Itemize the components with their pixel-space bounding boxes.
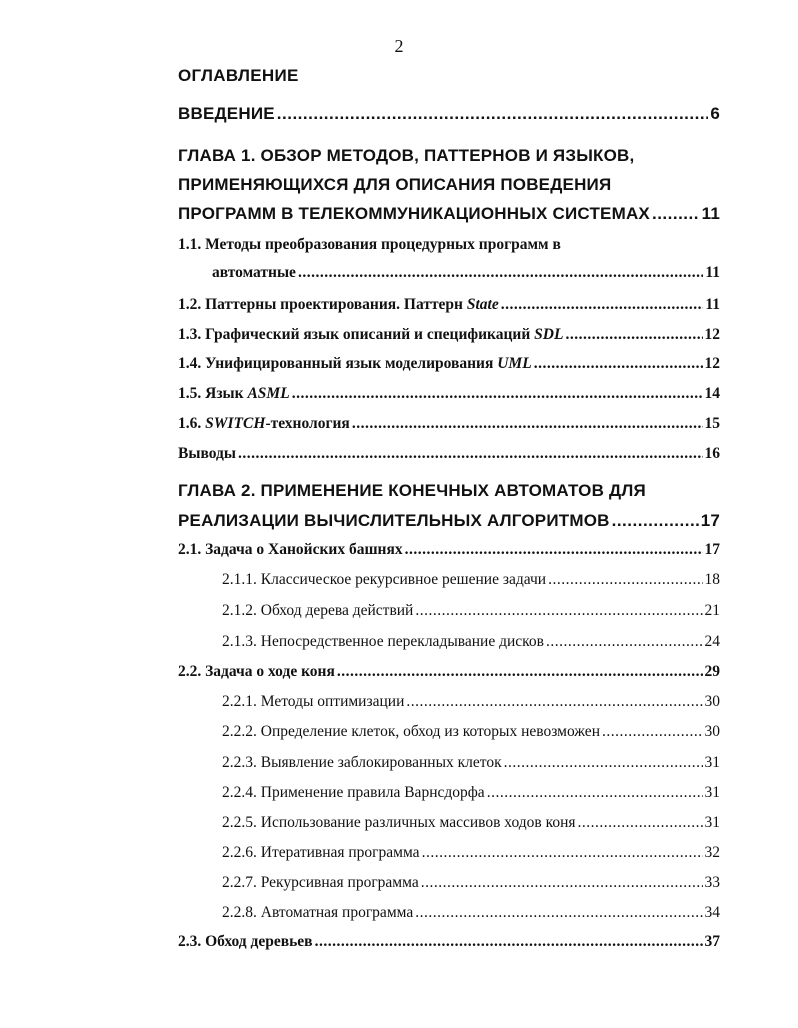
- entry-label: 2.2.5. Использование различных массивов ходов коня: [222, 814, 576, 831]
- toc-entry-2-2-7[interactable]: [222, 874, 720, 892]
- entry-label: 2.1.2. Обход дерева действий: [222, 602, 414, 619]
- chapter1-title-line2[interactable]: ПРИМЕНЯЮЩИХСЯ ДЛЯ ОПИСАНИЯ ПОВЕДЕНИЯ: [178, 175, 612, 194]
- entry-page: 33: [704, 874, 720, 891]
- toc-entry-2-2-8[interactable]: [222, 904, 720, 922]
- entry-label: 1.4. Унифицированный язык моделирования UML: [178, 355, 532, 372]
- entry-label: 1.6. SWITCH-технология: [178, 415, 350, 432]
- entry-label: 2.2. Задача о ходе коня: [178, 663, 335, 680]
- leader-dots: [487, 784, 703, 802]
- toc-entry-1-6[interactable]: [178, 415, 720, 433]
- entry-page: 31: [704, 784, 720, 801]
- toc-entry-2-2[interactable]: [178, 663, 720, 681]
- entry-label: 2.1. Задача о Ханойских башнях: [178, 541, 403, 558]
- leader-dots: [415, 602, 702, 620]
- entry-label: 1.3. Графический язык описаний и спецификаций SDL: [178, 326, 564, 343]
- leader-dots: [422, 844, 703, 862]
- leader-dots: [534, 355, 703, 373]
- entry-page: 30: [704, 723, 720, 740]
- entry-page: 15: [704, 415, 720, 432]
- entry-page: 24: [704, 633, 720, 650]
- leader-dots: [548, 571, 702, 589]
- entry-page: 21: [704, 602, 720, 619]
- entry-label: 2.3. Обход деревьев: [178, 933, 313, 950]
- entry-label: ПРОГРАММ В ТЕЛЕКОММУНИКАЦИОННЫХ СИСТЕМАХ: [178, 204, 650, 223]
- leader-dots: [421, 874, 703, 892]
- entry-label: 2.2.7. Рекурсивная программа: [222, 874, 419, 891]
- leader-dots: [504, 754, 703, 772]
- toc-entry-conclusions[interactable]: [178, 445, 720, 463]
- leader-dots: [602, 723, 703, 741]
- entry-page: 30: [704, 693, 720, 710]
- toc-entry-intro[interactable]: [178, 104, 720, 124]
- entry-label: РЕАЛИЗАЦИИ ВЫЧИСЛИТЕЛЬНЫХ АЛГОРИТМОВ: [178, 511, 610, 530]
- toc-entry-2-2-2[interactable]: [222, 723, 720, 741]
- toc-entry-2-2-5[interactable]: [222, 814, 720, 832]
- toc-entry-2-1-2[interactable]: [222, 602, 720, 620]
- leader-dots: [546, 633, 703, 651]
- chapter2-title-line1[interactable]: ГЛАВА 2. ПРИМЕНЕНИЕ КОНЕЧНЫХ АВТОМАТОВ ДЛЯ: [178, 481, 646, 500]
- entry-label: автоматные: [212, 264, 296, 281]
- toc-entry-2-2-3[interactable]: [222, 754, 720, 772]
- entry-label: 2.2.6. Итеративная программа: [222, 844, 420, 861]
- leader-dots: [352, 415, 703, 433]
- entry-label: Выводы: [178, 445, 236, 462]
- leader-dots: [652, 204, 700, 224]
- toc-entry-2-2-4[interactable]: [222, 784, 720, 802]
- toc-entry-2-1-1[interactable]: [222, 571, 720, 589]
- entry-label: 1.2. Паттерны проектирования. Паттерн State: [178, 296, 499, 313]
- leader-dots: [501, 296, 704, 314]
- toc-entry-1-5[interactable]: [178, 385, 720, 403]
- toc-entry-chapter1[interactable]: [178, 204, 720, 224]
- toc-entry-2-3[interactable]: [178, 933, 720, 951]
- entry-page: 11: [701, 204, 720, 223]
- entry-label: 2.1.3. Непосредственное перекладывание дисков: [222, 633, 544, 650]
- leader-dots: [277, 104, 709, 124]
- entry-label: 1.5. Язык ASML: [178, 385, 290, 402]
- entry-page: 17: [700, 511, 720, 530]
- entry-page: 34: [704, 904, 720, 921]
- toc-entry-1-1[interactable]: [212, 264, 720, 282]
- entry-label: 2.1.1. Классическое рекурсивное решение задачи: [222, 571, 547, 588]
- toc-entry-2-1[interactable]: [178, 541, 720, 559]
- entry-page: 12: [704, 355, 720, 372]
- leader-dots: [292, 385, 703, 403]
- toc-entry-chapter2[interactable]: [178, 511, 720, 531]
- entry-page: 31: [704, 754, 720, 771]
- toc-title: ОГЛАВЛЕНИЕ: [178, 66, 299, 85]
- leader-dots: [578, 814, 703, 832]
- entry-page: 37: [704, 933, 720, 950]
- entry-page: 11: [705, 296, 720, 313]
- entry-page: 12: [704, 326, 720, 343]
- leader-dots: [405, 541, 703, 559]
- leader-dots: [315, 933, 703, 951]
- entry-page: 11: [705, 264, 720, 281]
- entry-page: 6: [710, 104, 720, 123]
- entry-page: 17: [704, 541, 720, 558]
- toc-entry-2-2-6[interactable]: [222, 844, 720, 862]
- entry-page: 29: [704, 663, 720, 680]
- entry-label: 2.2.8. Автоматная программа: [222, 904, 414, 921]
- page-number: 2: [394, 36, 404, 56]
- leader-dots: [565, 326, 702, 344]
- toc-entry-1-2[interactable]: [178, 296, 720, 314]
- toc-entry-1-3[interactable]: [178, 326, 720, 344]
- entry-label: 2.2.3. Выявление заблокированных клеток: [222, 754, 502, 771]
- leader-dots: [415, 904, 702, 922]
- entry-page: 18: [704, 571, 720, 588]
- entry-page: 32: [704, 844, 720, 861]
- entry-label: 2.2.2. Определение клеток, обход из которых невозможен: [222, 723, 600, 740]
- toc-entry-2-1-3[interactable]: [222, 633, 720, 651]
- toc-entry-1-4[interactable]: [178, 355, 720, 373]
- entry-page: 14: [704, 385, 720, 402]
- leader-dots: [406, 693, 702, 711]
- entry-page: 16: [704, 445, 720, 462]
- entry-label: ВВЕДЕНИЕ: [178, 104, 275, 123]
- leader-dots: [298, 264, 703, 282]
- entry-label: 2.2.1. Методы оптимизации: [222, 693, 405, 710]
- entry-page: 31: [704, 814, 720, 831]
- leader-dots: [337, 663, 703, 681]
- toc-entry-2-2-1[interactable]: [222, 693, 720, 711]
- entry-label: 2.2.4. Применение правила Варнсдорфа: [222, 784, 485, 801]
- section-1-1-line1[interactable]: 1.1. Методы преобразования процедурных программ в: [178, 236, 561, 253]
- chapter1-title-line1[interactable]: ГЛАВА 1. ОБЗОР МЕТОДОВ, ПАТТЕРНОВ И ЯЗЫКОВ,: [178, 146, 635, 165]
- leader-dots: [238, 445, 703, 463]
- leader-dots: [612, 511, 699, 531]
